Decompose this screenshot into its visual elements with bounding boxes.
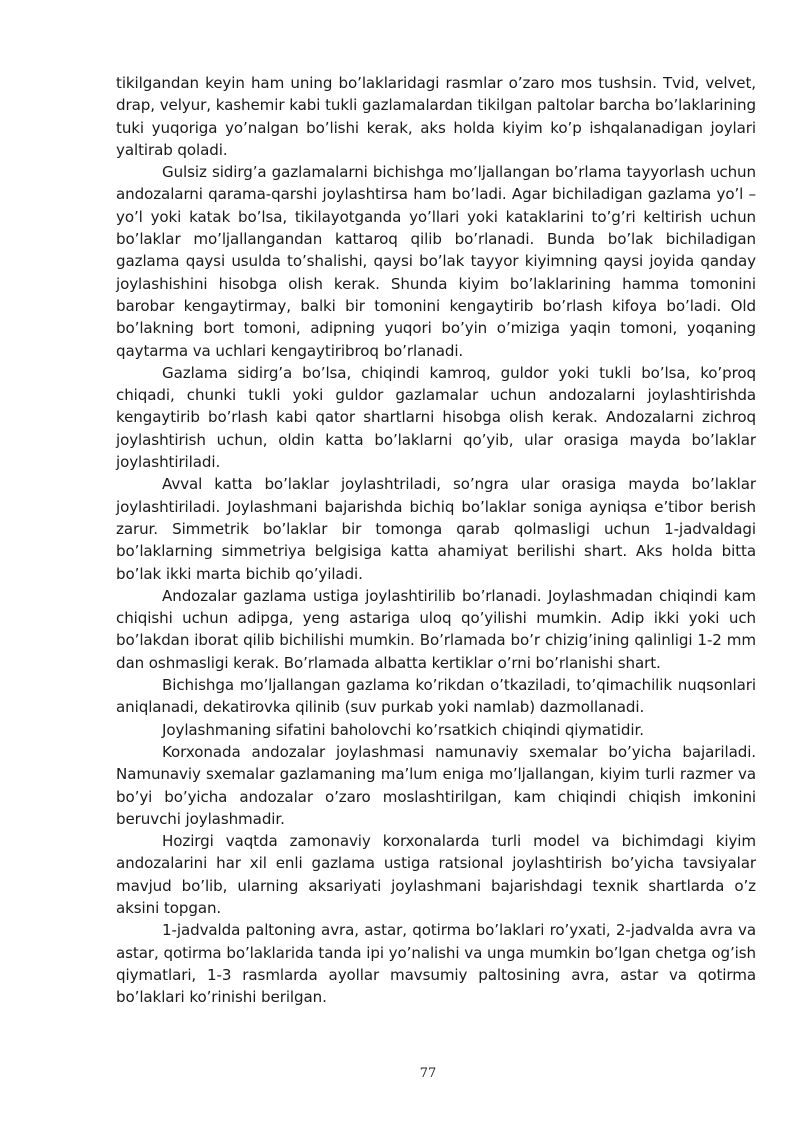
page-number: 77 xyxy=(419,1066,437,1081)
paragraph-continuation: tikilgandan keyin ham uning bo’laklaridagi rasmlar o’zaro mos tushsin. Tvid, velvet, drap, velyur, kashemir kabi tukli gazlamalardan tikilgan paltolar barcha bo’laklarining tuki yuqoriga yo’nalgan bo’lishi kerak, aks holda kiyim ko’p ishqalanadigan joylari yaltirab qoladi. xyxy=(116,74,756,159)
paragraph: Gulsiz sidirg’a gazlamalarni bichishga mo’ljallangan bo’rlama tayyorlash uchun andozalarni qarama-qarshi joylashtirsa ham bo’ladi. Agar bichiladigan gazlama yo’l – yo’l yoki katak bo’lsa, tikilayotganda yo’llari yoki kataklarini to’g’ri keltirish uchun bo’laklar mo’ljallangandan kattaroq qilib bo’rlanadi. Bunda bo’lak bichiladigan gazlama qaysi usulda to’shalishi, qaysi bo’lak tayyor kiyimning qaysi joyida qanday joylashishini hisobga olish kerak. Shunda kiyim bo’laklarining hamma tomonini barobar kengaytirmay, balki bir tomonini kengaytirib bo’rlash kifoya bo’ladi. Old bo’lakning bort tomoni, adipning yuqori bo’yin o’miziga yaqin tomoni, yoqaning qaytarma va uchlari kengaytiribroq bo’rlanadi. xyxy=(116,163,756,360)
paragraph: Bichishga mo’ljallangan gazlama ko’rikdan o’tkaziladi, to’qimachilik nuqsonlari aniqlanadi, dekatirovka qilinib (suv purkab yoki namlab) dazmollanadi. xyxy=(116,676,756,717)
paragraph: Gazlama sidirg’a bo’lsa, chiqindi kamroq, guldor yoki tukli bo’lsa, ko’proq chiqadi, chunki tukli yoki guldor gazlamalar uchun andozalarni joylashtirishda kengaytirib bo’rlash kabi qator shartlarni hisobga olish kerak. Andozalarni zichroq joylashtirish uchun, oldin katta bo’laklarni qo’yib, ular orasiga mayda bo’laklar joylashtiriladi. xyxy=(116,363,756,472)
paragraph: Andozalar gazlama ustiga joylashtirilib bo’rlanadi. Joylashmadan chiqindi kam chiqishi uchun adipga, yeng astariga uloq qo’yilishi mumkin. Adip ikki yoki uch bo’lakdan iborat qilib bichilishi mumkin. Bo’rlamada bo’r chizig’ining qalinligi 1-2 mm dan oshmasligi kerak. Bo’rlamada albatta kertiklar o’rni bo’rlanishi shart. xyxy=(116,586,756,672)
paragraph: 1-jadvalda paltoning avra, astar, qotirma bo’laklari ro’yxati, 2-jadvalda avra va astar, qotirma bo’laklarida tanda ipi yo’nalishi va unga mumkin bo’lgan chetga og’ish qiymatlari, 1-3 rasmlarda ayollar mavsumiy paltosining avra, astar va qotirma bo’laklari ko’rinishi berilgan. xyxy=(116,921,756,1007)
page-body xyxy=(116,72,756,1008)
paragraph: Joylashmaning sifatini baholovchi ko’rsatkich chiqindi qiymatidir. xyxy=(162,720,644,739)
paragraph: Avval katta bo’laklar joylashtriladi, so’ngra ular orasiga mayda bo’laklar joylashtiriladi. Joylashmani bajarishda bichiq bo’laklar soniga ayniqsa e’tibor berish zarur. Simmetrik bo’laklar bir tomonga qarab qolmasligi uchun 1-jadvaldagi bo’laklarning simmetriya belgisiga katta ahamiyat berilishi shart. Aks holda bitta bo’lak ikki marta bichib qo’yiladi. xyxy=(116,475,756,583)
paragraph: Hozirgi vaqtda zamonaviy korxonalarda turli model va bichimdagi kiyim andozalarini har xil enli gazlama ustiga ratsional joylashtirish bo’yicha tavsiyalar mavjud bo’lib, ularning aksariyati joylashmani bajarishdagi texnik shartlarda o’z aksini topgan. xyxy=(116,832,756,917)
paragraph: Korxonada andozalar joylashmasi namunaviy sxemalar bo’yicha bajariladi. Namunaviy sxemalar gazlamaning ma’lum eniga mo’ljallangan, kiyim turli razmer va bo’yi bo’yicha andozalar o’zaro moslashtirilgan, kam chiqindi chiqish imkonini beruvchi joylashmadir. xyxy=(116,742,756,828)
